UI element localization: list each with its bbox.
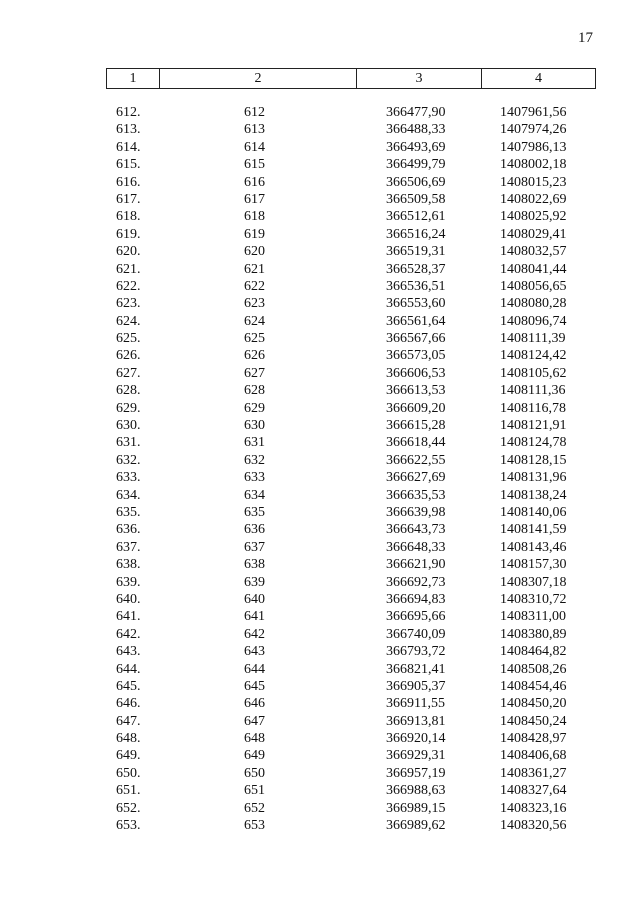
row-number: 638. — [116, 557, 141, 573]
row-number: 649. — [116, 748, 141, 764]
x-coordinate: 366519,31 — [386, 244, 446, 260]
x-coordinate: 366929,31 — [386, 748, 446, 764]
table-row — [0, 817, 640, 834]
row-number: 645. — [116, 678, 141, 694]
table-row — [0, 521, 640, 538]
point-number: 638 — [244, 557, 265, 573]
x-coordinate: 366635,53 — [386, 487, 446, 503]
y-coordinate: 1407974,26 — [500, 122, 567, 138]
coordinate-table-body — [0, 104, 640, 834]
row-number: 622. — [116, 278, 141, 294]
y-coordinate: 1408143,46 — [500, 539, 567, 555]
row-number: 624. — [116, 313, 141, 329]
x-coordinate: 366911,55 — [386, 696, 445, 712]
row-number: 614. — [116, 139, 141, 155]
y-coordinate: 1408450,20 — [500, 696, 567, 712]
table-row — [0, 139, 640, 156]
table-row — [0, 104, 640, 121]
row-number: 636. — [116, 522, 141, 538]
row-number: 621. — [116, 261, 141, 277]
x-coordinate: 366488,33 — [386, 122, 446, 138]
y-coordinate: 1408080,28 — [500, 296, 567, 312]
point-number: 646 — [244, 696, 265, 712]
row-number: 642. — [116, 626, 141, 642]
row-number: 631. — [116, 435, 141, 451]
y-coordinate: 1408025,92 — [500, 209, 567, 225]
y-coordinate: 1408124,42 — [500, 348, 567, 364]
point-number: 650 — [244, 765, 265, 781]
y-coordinate: 1408041,44 — [500, 261, 567, 277]
point-number: 612 — [244, 105, 265, 120]
table-row — [0, 226, 640, 243]
table-row — [0, 174, 640, 191]
table-row — [0, 713, 640, 730]
table-row — [0, 365, 640, 382]
y-coordinate: 1408105,62 — [500, 365, 567, 381]
table-row — [0, 504, 640, 521]
y-coordinate: 1407961,56 — [500, 105, 567, 120]
table-row — [0, 556, 640, 573]
table-row — [0, 539, 640, 556]
x-coordinate: 366509,58 — [386, 191, 446, 207]
table-row — [0, 261, 640, 278]
point-number: 632 — [244, 452, 265, 468]
point-number: 633 — [244, 470, 265, 486]
row-number: 643. — [116, 644, 141, 660]
y-coordinate: 1408002,18 — [500, 157, 567, 173]
row-number: 623. — [116, 296, 141, 312]
row-number: 617. — [116, 191, 141, 207]
point-number: 629 — [244, 400, 265, 416]
table-row — [0, 591, 640, 608]
point-number: 640 — [244, 591, 265, 607]
table-row — [0, 747, 640, 764]
x-coordinate: 366905,37 — [386, 678, 446, 694]
table-row — [0, 626, 640, 643]
y-coordinate: 1408056,65 — [500, 278, 567, 294]
table-row — [0, 608, 640, 625]
row-number: 650. — [116, 765, 141, 781]
y-coordinate: 1408508,26 — [500, 661, 567, 677]
y-coordinate: 1408320,56 — [500, 818, 567, 834]
x-coordinate: 366627,69 — [386, 470, 446, 486]
page-number: 17 — [578, 30, 593, 46]
table-row — [0, 695, 640, 712]
table-row — [0, 330, 640, 347]
table-row — [0, 417, 640, 434]
y-coordinate: 1408096,74 — [500, 313, 567, 329]
x-coordinate: 366609,20 — [386, 400, 446, 416]
y-coordinate: 1408140,06 — [500, 504, 567, 520]
y-coordinate: 1408307,18 — [500, 574, 567, 590]
row-number: 626. — [116, 348, 141, 364]
y-coordinate: 1408380,89 — [500, 626, 567, 642]
x-coordinate: 366913,81 — [386, 713, 446, 729]
x-coordinate: 366957,19 — [386, 765, 446, 781]
y-coordinate: 1408361,27 — [500, 765, 567, 781]
table-row — [0, 313, 640, 330]
x-coordinate: 366516,24 — [386, 226, 446, 242]
point-number: 616 — [244, 174, 265, 190]
y-coordinate: 1407986,13 — [500, 139, 567, 155]
row-number: 628. — [116, 383, 141, 399]
y-coordinate: 1408138,24 — [500, 487, 567, 503]
point-number: 644 — [244, 661, 265, 677]
point-number: 652 — [244, 800, 265, 816]
row-number: 619. — [116, 226, 141, 242]
point-number: 634 — [244, 487, 265, 503]
y-coordinate: 1408116,78 — [500, 400, 566, 416]
y-coordinate: 1408111,36 — [500, 383, 566, 399]
x-coordinate: 366573,05 — [386, 348, 446, 364]
row-number: 633. — [116, 470, 141, 486]
point-number: 636 — [244, 522, 265, 538]
x-coordinate: 366692,73 — [386, 574, 446, 590]
table-row — [0, 208, 640, 225]
x-coordinate: 366695,66 — [386, 609, 446, 625]
point-number: 648 — [244, 731, 265, 747]
x-coordinate: 366648,33 — [386, 539, 446, 555]
point-number: 637 — [244, 539, 265, 555]
row-number: 644. — [116, 661, 141, 677]
row-number: 652. — [116, 800, 141, 816]
point-number: 643 — [244, 644, 265, 660]
column-header-1: 1 — [107, 69, 160, 89]
table-row — [0, 243, 640, 260]
row-number: 640. — [116, 591, 141, 607]
row-number: 635. — [116, 504, 141, 520]
table-row — [0, 643, 640, 660]
column-header-4: 4 — [482, 69, 596, 89]
table-row — [0, 469, 640, 486]
x-coordinate: 366988,63 — [386, 783, 446, 799]
table-row — [0, 434, 640, 451]
point-number: 615 — [244, 157, 265, 173]
point-number: 617 — [244, 191, 265, 207]
point-number: 647 — [244, 713, 265, 729]
point-number: 639 — [244, 574, 265, 590]
row-number: 641. — [116, 609, 141, 625]
x-coordinate: 366506,69 — [386, 174, 446, 190]
table-row — [0, 487, 640, 504]
row-number: 653. — [116, 818, 141, 834]
row-number: 616. — [116, 174, 141, 190]
y-coordinate: 1408111,39 — [500, 331, 566, 347]
y-coordinate: 1408022,69 — [500, 191, 567, 207]
x-coordinate: 366694,83 — [386, 591, 446, 607]
x-coordinate: 366920,14 — [386, 731, 446, 747]
row-number: 634. — [116, 487, 141, 503]
y-coordinate: 1408121,91 — [500, 418, 567, 434]
x-coordinate: 366528,37 — [386, 261, 446, 277]
point-number: 628 — [244, 383, 265, 399]
row-number: 646. — [116, 696, 141, 712]
x-coordinate: 366615,28 — [386, 418, 446, 434]
x-coordinate: 366567,66 — [386, 331, 446, 347]
table-row — [0, 730, 640, 747]
y-coordinate: 1408124,78 — [500, 435, 567, 451]
table-row — [0, 382, 640, 399]
x-coordinate: 366622,55 — [386, 452, 446, 468]
point-number: 653 — [244, 818, 265, 834]
point-number: 619 — [244, 226, 265, 242]
point-number: 614 — [244, 139, 265, 155]
y-coordinate: 1408323,16 — [500, 800, 567, 816]
x-coordinate: 366606,53 — [386, 365, 446, 381]
x-coordinate: 366989,15 — [386, 800, 446, 816]
row-number: 627. — [116, 365, 141, 381]
x-coordinate: 366553,60 — [386, 296, 446, 312]
table-row — [0, 278, 640, 295]
row-number: 612. — [116, 105, 141, 120]
table-row — [0, 121, 640, 138]
point-number: 641 — [244, 609, 265, 625]
table-row — [0, 191, 640, 208]
point-number: 626 — [244, 348, 265, 364]
table-row — [0, 765, 640, 782]
point-number: 622 — [244, 278, 265, 294]
table-row — [0, 347, 640, 364]
x-coordinate: 366821,41 — [386, 661, 446, 677]
y-coordinate: 1408327,64 — [500, 783, 567, 799]
x-coordinate: 366643,73 — [386, 522, 446, 538]
x-coordinate: 366561,64 — [386, 313, 446, 329]
y-coordinate: 1408428,97 — [500, 731, 567, 747]
x-coordinate: 366740,09 — [386, 626, 446, 642]
row-number: 629. — [116, 400, 141, 416]
table-row — [0, 295, 640, 312]
y-coordinate: 1408454,46 — [500, 678, 567, 694]
x-coordinate: 366477,90 — [386, 105, 446, 120]
y-coordinate: 1408128,15 — [500, 452, 567, 468]
table-row — [0, 452, 640, 469]
table-row — [0, 574, 640, 591]
row-number: 618. — [116, 209, 141, 225]
point-number: 630 — [244, 418, 265, 434]
row-number: 620. — [116, 244, 141, 260]
point-number: 613 — [244, 122, 265, 138]
x-coordinate: 366536,51 — [386, 278, 446, 294]
point-number: 618 — [244, 209, 265, 225]
y-coordinate: 1408029,41 — [500, 226, 567, 242]
x-coordinate: 366499,79 — [386, 157, 446, 173]
y-coordinate: 1408406,68 — [500, 748, 567, 764]
row-number: 613. — [116, 122, 141, 138]
table-row — [0, 661, 640, 678]
table-row — [0, 782, 640, 799]
x-coordinate: 366493,69 — [386, 139, 446, 155]
point-number: 627 — [244, 365, 265, 381]
column-header-row — [107, 69, 596, 89]
point-number: 621 — [244, 261, 265, 277]
y-coordinate: 1408141,59 — [500, 522, 567, 538]
column-header-2: 2 — [160, 69, 357, 89]
point-number: 624 — [244, 313, 265, 329]
x-coordinate: 366613,53 — [386, 383, 446, 399]
y-coordinate: 1408157,30 — [500, 557, 567, 573]
y-coordinate: 1408464,82 — [500, 644, 567, 660]
x-coordinate: 366621,90 — [386, 557, 446, 573]
x-coordinate: 366989,62 — [386, 818, 446, 834]
row-number: 615. — [116, 157, 141, 173]
column-header-3: 3 — [357, 69, 482, 89]
table-row — [0, 800, 640, 817]
x-coordinate: 366512,61 — [386, 209, 446, 225]
point-number: 642 — [244, 626, 265, 642]
x-coordinate: 366639,98 — [386, 504, 446, 520]
point-number: 620 — [244, 244, 265, 260]
point-number: 635 — [244, 504, 265, 520]
y-coordinate: 1408450,24 — [500, 713, 567, 729]
row-number: 630. — [116, 418, 141, 434]
table-row — [0, 400, 640, 417]
y-coordinate: 1408131,96 — [500, 470, 567, 486]
row-number: 651. — [116, 783, 141, 799]
column-header-table — [106, 68, 596, 89]
row-number: 648. — [116, 731, 141, 747]
y-coordinate: 1408015,23 — [500, 174, 567, 190]
table-row — [0, 678, 640, 695]
x-coordinate: 366793,72 — [386, 644, 446, 660]
y-coordinate: 1408032,57 — [500, 244, 567, 260]
point-number: 649 — [244, 748, 265, 764]
row-number: 637. — [116, 539, 141, 555]
point-number: 651 — [244, 783, 265, 799]
point-number: 631 — [244, 435, 265, 451]
y-coordinate: 1408311,00 — [500, 609, 566, 625]
point-number: 623 — [244, 296, 265, 312]
table-row — [0, 156, 640, 173]
row-number: 632. — [116, 452, 141, 468]
point-number: 645 — [244, 678, 265, 694]
y-coordinate: 1408310,72 — [500, 591, 567, 607]
row-number: 625. — [116, 331, 141, 347]
x-coordinate: 366618,44 — [386, 435, 446, 451]
row-number: 639. — [116, 574, 141, 590]
row-number: 647. — [116, 713, 141, 729]
point-number: 625 — [244, 331, 265, 347]
